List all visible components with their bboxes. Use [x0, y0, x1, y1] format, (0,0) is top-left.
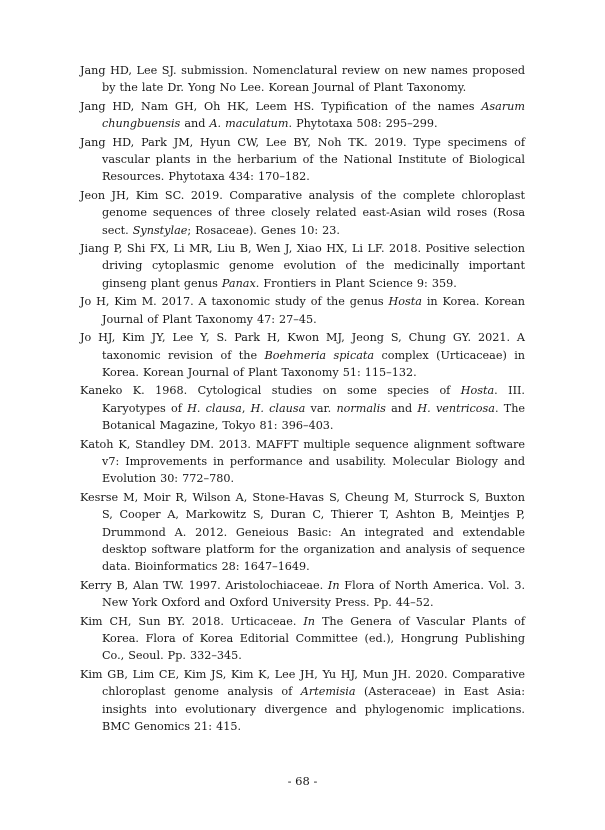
reference-text: . The Botanical Magazine, Tokyo 81: 396–403.: [102, 401, 526, 433]
reference-entry: [80, 666, 525, 736]
reference-text: Kaneko K. 1968. Cytological studies on some species of: [80, 384, 461, 398]
page-number: - 68 -: [287, 774, 318, 788]
reference-entry: [80, 187, 525, 239]
reference-entry: [80, 613, 525, 665]
reference-text: Jang HD, Nam GH, Oh HK, Leem HS. Typification of the names: [80, 99, 482, 113]
reference-entry: [80, 62, 525, 97]
reference-entry: [80, 489, 525, 576]
reference-text: ; Rosaceae). Genes 10: 23.: [187, 223, 340, 237]
reference-entry: [80, 134, 525, 186]
reference-text: Jang HD, Park JM, Hyun CW, Lee BY, Noh TK. 2019. Type specimens of vascular plants in the herbarium of the National Institute of Biological Resources. Phytotaxa 434: 170–182.: [80, 135, 525, 184]
reference-text: Jo HJ, Kim JY, Lee Y, S. Park H, Kwon MJ, Jeong S, Chung GY. 2021. A taxonomic revision of the: [80, 331, 525, 362]
reference-text: Kesrse M, Moir R, Wilson A, Stone-Havas S, Cheung M, Sturrock S, Buxton S, Cooper A, Markowitz S, Duran C, Thierer T, Ashton B, Meintjes P, Drummond A. 2012. Geneious Basic: An integrated and extendable desktop software platform for the organization and analysis of sequence data. Bioinformatics 28: 1647–1649.: [80, 490, 525, 574]
reference-text: . Frontiers in Plant Science 9: 359.: [255, 276, 457, 290]
reference-entry: [80, 436, 525, 488]
reference-entry: [80, 293, 525, 328]
reference-text: (Asteraceae) in East Asia: insights into evolutionary divergence and phylogenomic implications. BMC Genomics 21: 415.: [102, 685, 525, 734]
reference-text: . Phytotaxa 508: 295–299.: [288, 117, 438, 131]
reference-italic-text: Hosta: [460, 384, 495, 398]
reference-text: ,: [241, 401, 251, 415]
reference-italic-text: Hosta: [388, 295, 422, 309]
reference-text: Jeon JH, Kim SC. 2019. Comparative analysis of the complete chloroplast genome sequences of three closely related east-Asian wild roses (Rosa sect.: [80, 188, 525, 237]
reference-text: Kerry B, Alan TW. 1997. Aristolochiaceae.: [80, 578, 328, 592]
reference-text: complex (Urticaceae) in Korea. Korean Journal of Plant Taxonomy 51: 115–132.: [102, 348, 525, 379]
reference-entry: [80, 98, 525, 133]
reference-italic-text: In: [327, 578, 340, 592]
reference-list: [80, 62, 525, 735]
reference-text: . III. Karyotypes of: [102, 384, 525, 415]
reference-entry: [80, 577, 525, 612]
reference-text: var.: [305, 401, 337, 415]
reference-text: Jang HD, Lee SJ. submission. Nomenclatural review on new names proposed by the late Dr. Yong No Lee. Korean Journal of Plant Taxonomy.: [80, 64, 525, 95]
reference-text: Katoh K, Standley DM. 2013. MAFFT multiple sequence alignment software v7: Improvements in performance and usability. Molecular Biology and Evolution 30: 772–780.: [80, 437, 525, 486]
reference-entry: [80, 329, 525, 381]
reference-text: Jiang P, Shi FX, Li MR, Liu B, Wen J, Xiao HX, Li LF. 2018. Positive selection driving cytoplasmic genome evolution of the medicinally important ginseng plant genus: [80, 242, 525, 290]
reference-text: The Genera of Vascular Plants of Korea. Flora of Korea Editorial Committee (ed.), Hongrung Publishing Co., Seoul. Pp. 332–345.: [102, 614, 525, 663]
reference-italic-text: Panax: [221, 276, 256, 290]
reference-italic-text: normalis: [336, 401, 386, 415]
reference-italic-text: In: [303, 614, 315, 628]
reference-italic-text: H. clausa: [187, 401, 242, 415]
reference-text: Flora of North America. Vol. 3. New York Oxford and Oxford University Press. Pp. 44–52.: [102, 578, 525, 610]
reference-entry: [80, 382, 525, 434]
reference-text: Kim CH, Sun BY. 2018. Urticaceae.: [80, 614, 304, 628]
reference-text: and: [180, 117, 210, 131]
reference-italic-text: Artemisia: [300, 685, 356, 699]
reference-text: and: [385, 401, 418, 415]
reference-italic-text: H. clausa: [250, 401, 306, 415]
reference-text: in Korea. Korean Journal of Plant Taxonomy 47: 27–45.: [102, 295, 525, 326]
reference-entry: [80, 240, 525, 292]
reference-italic-text: Boehmeria spicata: [264, 348, 375, 362]
reference-text: Jo H, Kim M. 2017. A taxonomic study of the genus: [80, 295, 389, 309]
reference-italic-text: Asarum chungbuensis: [102, 99, 525, 131]
reference-italic-text: H. ventricosa: [417, 401, 495, 415]
reference-italic-text: Synstylae: [132, 223, 188, 237]
reference-italic-text: A. maculatum: [209, 117, 289, 131]
reference-text: Kim GB, Lim CE, Kim JS, Kim K, Lee JH, Yu HJ, Mun JH. 2020. Comparative chloroplast genome analysis of: [80, 667, 525, 699]
